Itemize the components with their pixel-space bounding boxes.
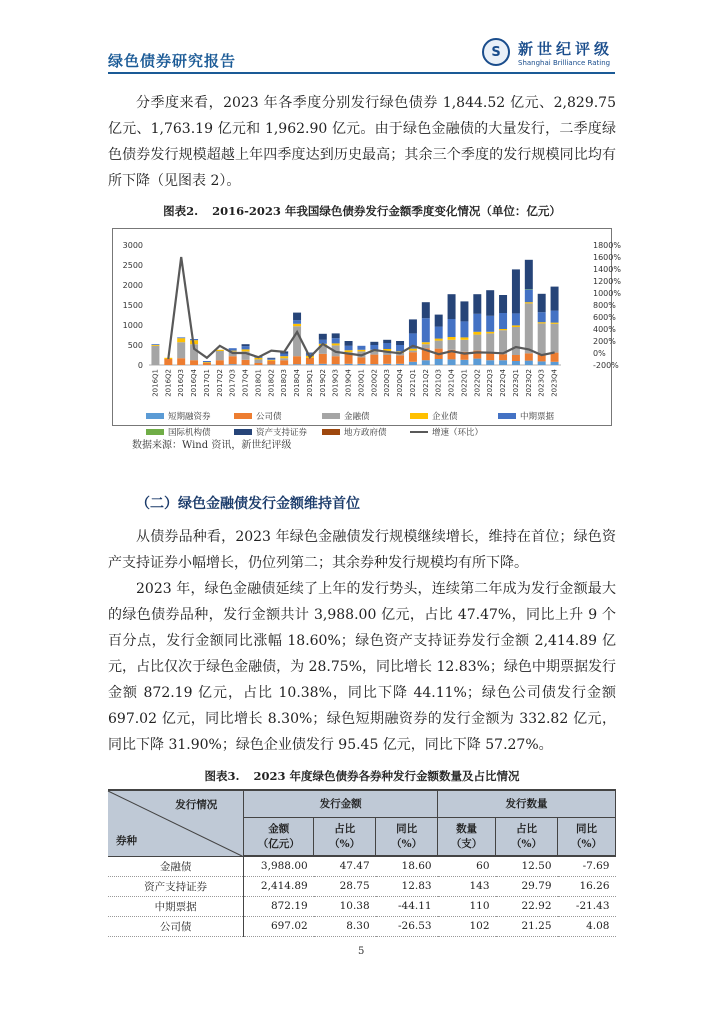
y-tick-left: 3000 [122, 241, 143, 250]
bond-type-name: 中期票据 [108, 896, 244, 916]
bar-corp [319, 354, 327, 364]
bar-abs [512, 269, 520, 313]
x-tick-label: 2017Q1 [202, 369, 211, 397]
cell-count-share: 29.79 [496, 876, 558, 896]
y-tick-right: 1400% [593, 265, 621, 274]
figure-label: 图表2. [163, 204, 199, 218]
bar-ent [422, 342, 430, 344]
bar-fin [460, 340, 468, 352]
cell-count-yoy: 16.26 [558, 876, 616, 896]
figure-title: 2016-2023 年我国绿色债券发行金额季度变化情况（单位：亿元） [212, 204, 561, 218]
cell-count-share: 21.25 [496, 916, 558, 936]
y-tick-right: 1000% [593, 289, 621, 298]
x-tick-label: 2019Q2 [318, 369, 327, 397]
x-tick-label: 2019Q4 [344, 369, 353, 397]
bar-mtn [332, 338, 340, 343]
diag-top-label: 发行情况 [175, 799, 218, 811]
bar-ent [551, 323, 559, 324]
legend-item-short [146, 410, 211, 422]
bar-ent [499, 329, 507, 330]
x-tick-label: 2018Q4 [293, 369, 302, 397]
bar-fin [177, 342, 185, 358]
bar-short [409, 362, 417, 365]
x-tick-label: 2021Q2 [421, 369, 430, 397]
cell-count-share: 22.92 [496, 896, 558, 916]
x-tick-label: 2022Q3 [486, 369, 495, 397]
bar-ent [332, 343, 340, 345]
bar-abs [267, 358, 275, 359]
bar-abs [538, 294, 546, 312]
bar-fin [512, 327, 520, 355]
bar-corp [332, 356, 340, 364]
bar-ent [242, 349, 250, 351]
bar-fin [409, 351, 417, 353]
bar-fin [525, 303, 533, 353]
bar-fin [280, 358, 288, 360]
bar-corp [293, 356, 301, 364]
bar-short [306, 364, 314, 365]
bar-fin [216, 351, 224, 360]
bar-ent [435, 339, 443, 341]
x-tick-label: 2023Q3 [537, 369, 546, 397]
bar-ent [293, 324, 301, 326]
bar-corp [267, 361, 275, 365]
growth-line [168, 257, 554, 359]
cell-amount: 3,988.00 [244, 856, 314, 876]
bar-short [370, 364, 378, 365]
bar-abs [396, 341, 404, 345]
group-header-count: 发行数量 [438, 790, 616, 817]
x-tick-label: 2016Q4 [190, 369, 199, 397]
x-tick-label: 2022Q2 [473, 369, 482, 397]
bar-abs [242, 344, 250, 346]
bar-ent [538, 322, 546, 323]
bar-ent [151, 345, 159, 346]
bar-short [319, 364, 327, 365]
bar-ent [525, 302, 533, 303]
bar-abs [345, 341, 353, 346]
bar-ent [486, 332, 494, 334]
bar-ent [448, 337, 456, 340]
bond-type-table [108, 789, 616, 937]
diag-bottom-label: 券种 [116, 834, 137, 847]
bar-fin [435, 341, 443, 349]
bar-ent [345, 350, 353, 352]
page-number: 5 [358, 946, 365, 957]
table-body [108, 856, 616, 936]
legend-swatch [234, 429, 252, 435]
legend-swatch [234, 413, 252, 419]
x-tick-label: 2018Q2 [267, 369, 276, 397]
y-tick-left: 0 [137, 361, 143, 370]
bar-ent [216, 350, 224, 351]
sub-header-cell: 占比 （%） [314, 817, 376, 856]
x-tick-label: 2021Q3 [434, 369, 443, 397]
bar-corp [409, 352, 417, 362]
x-tick-label: 2021Q4 [447, 369, 456, 397]
legend-label: 国际机构债 [168, 428, 211, 438]
bar-short [525, 361, 533, 365]
x-tick-label: 2022Q4 [499, 369, 508, 397]
bar-fin [551, 324, 559, 353]
bar-short [512, 361, 520, 365]
legend-label: 企业债 [432, 412, 458, 422]
bar-ent [357, 350, 365, 352]
company-name-en: Shanghai Brilliance Rating [518, 59, 611, 67]
bar-ent [473, 332, 481, 335]
legend-label: 短期融资券 [168, 412, 211, 422]
bar-short [293, 364, 301, 365]
x-tick-label: 2019Q3 [331, 369, 340, 397]
cell-yoy: 18.60 [376, 856, 438, 876]
bar-ent [512, 325, 520, 327]
x-tick-label: 2016Q2 [164, 369, 173, 397]
bar-mtn [499, 313, 507, 329]
cell-count: 60 [438, 856, 496, 876]
bar-mtn [448, 319, 456, 337]
sub-header-cell: 数量 （支） [438, 817, 496, 856]
legend-swatch [322, 413, 340, 419]
legend-swatch [498, 413, 516, 419]
bar-mtn [525, 289, 533, 302]
table-label: 图表3. [204, 769, 240, 783]
bar-corp [229, 356, 237, 364]
bar-abs [525, 260, 533, 289]
cell-amount: 872.19 [244, 896, 314, 916]
bond-type-name: 资产支持证券 [108, 876, 244, 896]
bar-mtn [203, 361, 211, 362]
bar-short [448, 359, 456, 365]
bar-mtn [151, 344, 159, 345]
x-tick-label: 2019Q1 [305, 369, 314, 397]
bar-abs [499, 295, 507, 313]
bar-fin [422, 344, 430, 348]
x-tick-label: 2016Q3 [177, 369, 186, 397]
x-tick-label: 2017Q3 [228, 369, 237, 397]
y-tick-right: 1800% [593, 241, 621, 250]
bar-abs [460, 301, 468, 321]
sub-header-cell: 同比 （%） [558, 817, 616, 856]
bar-abs [383, 340, 391, 343]
legend-item-local [322, 426, 387, 438]
paragraph-bond-types: 从债券品种看，2023 年绿色金融债发行规模继续增长，维持在首位；绿色资产支持证券小幅增长，仍位列第二；其余券种发行规模均有所下降。 [108, 529, 616, 571]
table-title: 2023 年度绿色债券各券种发行金额数量及占比情况 [253, 769, 520, 783]
bar-fin [151, 346, 159, 365]
header-divider [108, 72, 615, 74]
y-tick-left: 2000 [122, 281, 143, 290]
bar-mtn [242, 346, 250, 349]
bar-corp [216, 360, 224, 365]
legend-label: 增速（环比） [432, 428, 484, 438]
chart-frame [112, 228, 621, 426]
sub-header-cell: 占比 （%） [496, 817, 558, 856]
legend-swatch [410, 431, 428, 433]
bar-fin [254, 359, 262, 363]
bar-short [229, 364, 237, 365]
bar-mtn [435, 327, 443, 339]
bar-fin [486, 333, 494, 353]
company-logo-icon: S [482, 38, 510, 66]
figure-caption [108, 203, 616, 219]
bar-corp [242, 360, 250, 365]
bar-corp [486, 353, 494, 360]
bar-short [486, 360, 494, 365]
bar-ent [280, 356, 288, 358]
bar-corp [512, 355, 520, 361]
legend-swatch [410, 413, 428, 419]
cell-yoy: -26.53 [376, 916, 438, 936]
cell-yoy: 12.83 [376, 876, 438, 896]
bar-ent [267, 360, 275, 361]
table-diagonal-header [108, 790, 244, 856]
table-row [108, 876, 616, 896]
x-tick-label: 2020Q2 [370, 369, 379, 397]
bar-abs [422, 302, 430, 318]
bar-mtn [512, 313, 520, 325]
x-tick-label: 2018Q1 [254, 369, 263, 397]
y-tick-right: 1200% [593, 277, 621, 286]
bar-mtn [280, 354, 288, 356]
bar-short [551, 362, 559, 365]
sub-header-cell: 同比 （%） [376, 817, 438, 856]
x-tick-label: 2020Q3 [383, 369, 392, 397]
bar-fin [448, 340, 456, 350]
legend-item-mtn [498, 410, 554, 422]
legend-item-growth [410, 426, 483, 438]
cell-share: 28.75 [314, 876, 376, 896]
bar-abs [551, 287, 559, 311]
cell-amount: 2,414.89 [244, 876, 314, 896]
bar-short [357, 364, 365, 365]
report-header-title: 绿色债券研究报告 [108, 52, 237, 70]
bar-corp [345, 354, 353, 364]
y-tick-right: -200% [593, 361, 619, 370]
bar-abs [370, 342, 378, 345]
bar-mtn [486, 316, 494, 332]
legend-swatch [146, 429, 164, 435]
x-tick-label: 2023Q4 [550, 369, 559, 397]
bar-short [435, 359, 443, 365]
cell-count: 110 [438, 896, 496, 916]
bar-ent [409, 349, 417, 351]
cell-share: 10.38 [314, 896, 376, 916]
bar-short [460, 360, 468, 365]
bar-ent [203, 362, 211, 363]
y-tick-right: 400% [593, 325, 616, 334]
section-heading: （二）绿色金融债发行金额维持首位 [136, 496, 360, 512]
bar-mtn [357, 346, 365, 350]
x-tick-label: 2016Q1 [151, 369, 160, 397]
cell-yoy: -44.11 [376, 896, 438, 916]
bar-short [422, 360, 430, 365]
y-tick-right: 1600% [593, 253, 621, 262]
bar-ent [177, 338, 185, 342]
bar-mtn [267, 359, 275, 360]
bar-mtn [345, 346, 353, 350]
bar-corp [499, 354, 507, 360]
legend-label: 公司债 [256, 412, 282, 422]
bar-corp [280, 360, 288, 365]
y-tick-right: 200% [593, 337, 616, 346]
cell-amount: 697.02 [244, 916, 314, 936]
legend-item-ent [410, 410, 458, 422]
bar-mtn [422, 318, 430, 342]
bar-short [332, 364, 340, 365]
cell-count-yoy: -21.43 [558, 896, 616, 916]
legend-swatch [322, 429, 340, 435]
bar-short [538, 361, 546, 365]
bar-fin [499, 330, 507, 354]
legend-item-fin [322, 410, 370, 422]
bar-short [345, 364, 353, 365]
bar-short [383, 364, 391, 365]
bar-corp [203, 363, 211, 365]
bar-corp [177, 358, 185, 365]
bar-corp [370, 355, 378, 365]
bar-corp [164, 359, 172, 365]
table-row [108, 896, 616, 916]
legend-swatch [146, 413, 164, 419]
cell-share: 8.30 [314, 916, 376, 936]
bar-mtn [473, 314, 481, 332]
x-tick-label: 2021Q1 [408, 369, 417, 397]
legend-label: 地方政府债 [344, 428, 387, 438]
table-row [108, 916, 616, 936]
bar-fin [538, 323, 546, 354]
x-tick-label: 2017Q2 [215, 369, 224, 397]
table-row [108, 856, 616, 876]
x-tick-label: 2020Q1 [357, 369, 366, 397]
y-tick-right: 0% [593, 349, 606, 358]
bar-ent [460, 337, 468, 339]
y-tick-right: 800% [593, 301, 616, 310]
legend-item-corp [234, 410, 282, 422]
group-header-amount: 发行金额 [244, 790, 438, 817]
bar-mtn [551, 311, 559, 323]
bar-corp [383, 355, 391, 364]
y-tick-right: 600% [593, 313, 616, 322]
cell-count-share: 12.50 [496, 856, 558, 876]
figure-source: 数据来源：Wind 资讯，新世纪评级 [132, 440, 292, 451]
bar-short [499, 360, 507, 365]
bar-abs [319, 334, 327, 340]
paragraph-financial-bonds: 2023 年，绿色金融债延续了上年的发行势头，连续第二年成为发行金额最大的绿色债券品种，发行金额共计 3,988.00 亿元，占比 47.47%，同比上升 9 个百分点，发行金额同比涨幅 18.60%；绿色资产支持证券发行金额 2,414.89 亿元，占比仅次于绿色金融债，为 28.75%，同比增长 12.83%；绿色中期票据发行金额 872.19 亿元，占比 10.38%，同比下降 44.11%；绿色公司债发行金额 697.02 亿元，同比增长 8.30%；绿色短期融资券的发行金额为 332.82 亿元，同比下降 31.90%；绿色企业债发行 95.45 亿元，同比下降 57.27%。 [108, 581, 616, 753]
y-tick-left: 2500 [122, 261, 143, 270]
bar-fin [473, 335, 481, 351]
bar-abs [448, 294, 456, 319]
bar-short [473, 359, 481, 365]
x-tick-label: 2017Q4 [241, 369, 250, 397]
cell-count-yoy: -7.69 [558, 856, 616, 876]
bar-mtn [538, 312, 546, 322]
bond-type-name: 公司债 [108, 916, 244, 936]
bar-mtn [177, 337, 185, 338]
cell-count: 102 [438, 916, 496, 936]
y-tick-left: 1500 [122, 301, 143, 310]
bar-abs [409, 319, 417, 333]
bar-corp [396, 355, 404, 363]
bar-short [396, 364, 404, 365]
bar-corp [190, 360, 198, 365]
legend-label: 资产支持证券 [256, 428, 308, 438]
bar-abs [332, 333, 340, 338]
paragraph-quarterly: 分季度来看，2023 年各季度分别发行绿色债券 1,844.52 亿元、2,829.75 亿元、1,763.19 亿元和 1,962.90 亿元。由于绿色金融债的大量发行，二季度绿色债券发行规模超越上年四季度达到历史最高；其余三个季度的发行规模同比均有所下降（见图表 2）。 [108, 95, 616, 189]
x-tick-label: 2023Q2 [524, 369, 533, 397]
cell-share: 47.47 [314, 856, 376, 876]
bar-corp [357, 357, 365, 363]
x-tick-label: 2022Q1 [460, 369, 469, 397]
bar-mtn [190, 339, 198, 340]
legend-label: 中期票据 [520, 412, 555, 422]
y-tick-left: 500 [127, 341, 143, 350]
cell-count: 143 [438, 876, 496, 896]
bar-mtn [383, 343, 391, 349]
bar-abs [473, 294, 481, 314]
x-tick-label: 2023Q1 [511, 369, 520, 397]
x-tick-label: 2020Q4 [396, 369, 405, 397]
bar-abs [293, 313, 301, 321]
bond-type-name: 金融债 [108, 856, 244, 876]
bar-corp [525, 353, 533, 360]
bar-corp [254, 363, 262, 365]
cell-count-yoy: 4.08 [558, 916, 616, 936]
quarterly-issuance-chart [113, 229, 621, 427]
table-caption [108, 768, 616, 784]
bar-mtn [460, 321, 468, 337]
x-tick-label: 2018Q3 [280, 369, 289, 397]
legend-label: 金融债 [344, 412, 370, 422]
company-name-cn: 新世纪评级 [518, 40, 614, 58]
bar-corp [306, 358, 314, 364]
bar-abs [486, 290, 494, 316]
bar-abs [435, 315, 443, 327]
bar-mtn [293, 320, 301, 324]
sub-header-cell: 金额 （亿元） [244, 817, 314, 856]
y-tick-left: 1000 [122, 321, 143, 330]
